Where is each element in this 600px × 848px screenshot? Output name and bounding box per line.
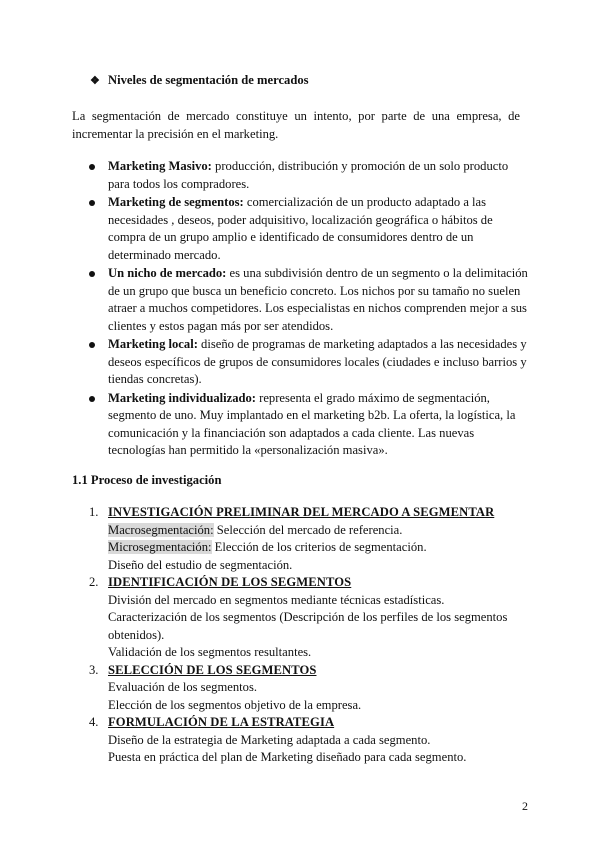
process-step — [72, 714, 528, 767]
list-item — [72, 194, 528, 264]
bullet-dot-icon — [89, 342, 95, 348]
bullet-dot-icon — [89, 200, 95, 206]
step-line: Diseño de la estrategia de Marketing adaptada a cada segmento. — [108, 732, 431, 747]
step-number: 2. — [89, 575, 99, 589]
page-number: 2 — [522, 799, 528, 813]
step-line: Caracterización de los segmentos (Descripción de los perfiles de los segmentos obtenidos). — [108, 610, 508, 642]
list-item-term: Marketing individualizado: — [108, 390, 256, 405]
step-line: Puesta en práctica del plan de Marketing diseñado para cada segmento. — [108, 750, 467, 764]
process-step — [72, 662, 528, 715]
list-item-text: representa el grado máximo de segmentación, segmento de uno. Muy implantado en el marketing b2b. La oferta, la logística, la comunicación y la financiación son adaptados a cada cliente. Las nuevas tecnologías han permitido la «personalización masiva». — [108, 390, 516, 457]
list-item — [72, 265, 528, 335]
list-item-term: Un nicho de mercado: — [108, 266, 227, 280]
bullet-dot-icon — [89, 396, 95, 402]
step-number: 4. — [89, 715, 99, 729]
list-item-term: Marketing local: — [108, 337, 198, 351]
step-line — [108, 539, 528, 557]
list-item-text: es una subdivisión dentro de un segmento o la delimitación de un grupo que busca un beneficio concreto. Los nichos por su tamaño no suelen atraer a muchos competidores. Los especialistas en nichos comprenden mejor a sus clientes y estos pagan más por ser atendidos. — [108, 266, 528, 333]
step-line: División del mercado en segmentos mediante técnicas estadísticas. — [108, 592, 445, 607]
step-line: Validación de los segmentos resultantes. — [108, 645, 312, 659]
step-line: Diseño del estudio de segmentación. — [108, 557, 293, 572]
step-heading: INVESTIGACIÓN PRELIMINAR DEL MERCADO A SEGMENTAR — [108, 505, 495, 519]
step-heading: FORMULACIÓN DE LA ESTRATEGIA — [108, 715, 335, 729]
step-line: Elección de los segmentos objetivo de la empresa. — [108, 697, 362, 712]
step-number: 1. — [89, 505, 99, 519]
section-heading — [90, 72, 309, 91]
list-item-term: Marketing de segmentos: — [108, 195, 244, 209]
subsection-heading: 1.1 Proceso de investigación — [72, 473, 222, 487]
section-heading-text: Niveles de segmentación de mercados — [108, 73, 309, 87]
step-heading: SELECCIÓN DE LOS SEGMENTOS — [108, 662, 317, 677]
highlighted-term: Macrosegmentación: — [108, 522, 214, 537]
list-item — [72, 158, 528, 193]
step-line-text: Elección de los criterios de segmentación. — [211, 540, 427, 554]
list-item — [72, 390, 528, 460]
highlighted-term: Microsegmentación: — [108, 540, 212, 554]
process-step — [72, 574, 528, 662]
list-item-text: diseño de programas de marketing adaptados a las necesidades y deseos específicos de grupos de consumidores locales (ciudades e incluso barrios y tiendas concretas). — [108, 337, 527, 386]
step-line — [108, 522, 528, 540]
segmentation-levels-list — [72, 158, 528, 461]
process-step — [72, 504, 528, 574]
bullet-dot-icon — [89, 164, 95, 170]
step-heading: IDENTIFICACIÓN DE LOS SEGMENTOS — [108, 575, 352, 589]
list-item-text: producción, distribución y promoción de un solo producto para todos los compradores. — [108, 159, 509, 191]
list-item — [72, 336, 528, 389]
step-line-text: Selección del mercado de referencia. — [213, 522, 403, 537]
diamond-bullet-icon: ❖ — [90, 75, 100, 87]
step-number: 3. — [89, 662, 99, 677]
process-steps-list — [72, 504, 528, 767]
step-line: Evaluación de los segmentos. — [108, 680, 257, 694]
bullet-dot-icon — [89, 271, 95, 277]
list-item-text: comercialización de un producto adaptado a las necesidades , deseos, poder adquisitivo, localización geográfica o hábitos de compra de un grupo amplio e identificado de consumidores dentro de un determinado mercado. — [108, 195, 493, 262]
intro-paragraph: La segmentación de mercado constituye un intento, por parte de una empresa, de incrementar la precisión en el marketing. — [72, 109, 520, 141]
list-item-term: Marketing Masivo: — [108, 159, 212, 173]
